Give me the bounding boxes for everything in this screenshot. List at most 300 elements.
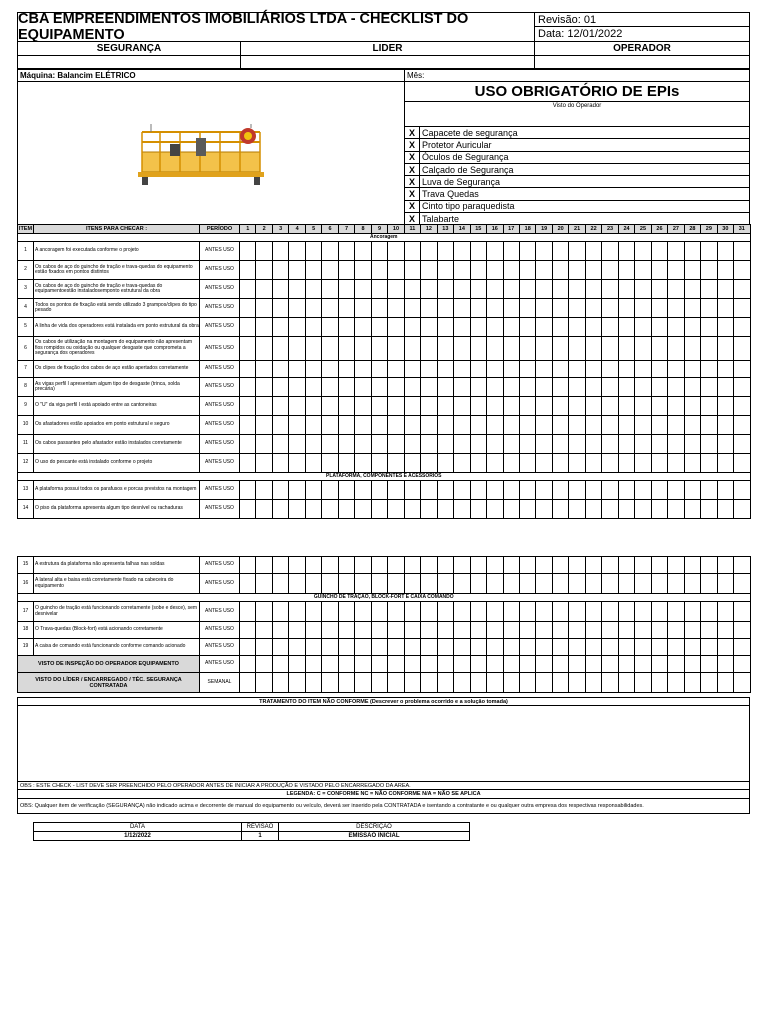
day-check-cell[interactable] [404,416,420,435]
day-check-cell[interactable] [272,361,288,378]
day-check-cell[interactable] [487,574,503,594]
day-check-cell[interactable] [256,500,272,519]
day-check-cell[interactable] [618,299,634,318]
day-check-cell[interactable] [585,435,601,454]
day-check-cell[interactable] [618,261,634,280]
visto-check-cell[interactable] [256,673,272,693]
day-check-cell[interactable] [454,242,470,261]
day-check-cell[interactable] [651,397,667,416]
day-check-cell[interactable] [371,299,387,318]
day-check-cell[interactable] [454,602,470,622]
day-check-cell[interactable] [256,318,272,337]
day-check-cell[interactable] [338,435,354,454]
day-check-cell[interactable] [569,454,585,473]
day-check-cell[interactable] [272,318,288,337]
day-check-cell[interactable] [734,622,750,639]
day-check-cell[interactable] [338,261,354,280]
day-check-cell[interactable] [289,261,305,280]
day-check-cell[interactable] [256,299,272,318]
day-check-cell[interactable] [240,361,256,378]
day-check-cell[interactable] [470,378,486,397]
tratamento-field[interactable] [17,705,750,782]
day-check-cell[interactable] [289,318,305,337]
day-check-cell[interactable] [552,557,568,574]
day-check-cell[interactable] [717,435,733,454]
day-check-cell[interactable] [388,454,404,473]
day-check-cell[interactable] [404,280,420,299]
day-check-cell[interactable] [651,622,667,639]
day-check-cell[interactable] [388,261,404,280]
day-check-cell[interactable] [585,416,601,435]
day-check-cell[interactable] [289,500,305,519]
visto-check-cell[interactable] [272,673,288,693]
day-check-cell[interactable] [569,242,585,261]
day-check-cell[interactable] [701,361,717,378]
day-check-cell[interactable] [322,337,338,361]
day-check-cell[interactable] [552,500,568,519]
day-check-cell[interactable] [404,397,420,416]
day-check-cell[interactable] [668,318,684,337]
day-check-cell[interactable] [470,397,486,416]
day-check-cell[interactable] [388,397,404,416]
day-check-cell[interactable] [355,574,371,594]
visto-check-cell[interactable] [668,673,684,693]
day-check-cell[interactable] [651,280,667,299]
day-check-cell[interactable] [421,299,437,318]
day-check-cell[interactable] [717,280,733,299]
day-check-cell[interactable] [289,557,305,574]
day-check-cell[interactable] [355,337,371,361]
day-check-cell[interactable] [602,378,618,397]
visto-check-cell[interactable] [355,673,371,693]
visto-check-cell[interactable] [272,656,288,673]
day-check-cell[interactable] [651,500,667,519]
day-check-cell[interactable] [470,557,486,574]
day-check-cell[interactable] [536,261,552,280]
day-check-cell[interactable] [618,435,634,454]
visto-check-cell[interactable] [684,656,700,673]
day-check-cell[interactable] [470,454,486,473]
day-check-cell[interactable] [322,299,338,318]
day-check-cell[interactable] [536,500,552,519]
day-check-cell[interactable] [651,361,667,378]
day-check-cell[interactable] [602,280,618,299]
day-check-cell[interactable] [322,242,338,261]
day-check-cell[interactable] [305,435,321,454]
day-check-cell[interactable] [635,337,651,361]
visto-check-cell[interactable] [536,656,552,673]
day-check-cell[interactable] [668,454,684,473]
day-check-cell[interactable] [734,602,750,622]
day-check-cell[interactable] [437,622,453,639]
day-check-cell[interactable] [240,397,256,416]
day-check-cell[interactable] [536,622,552,639]
day-check-cell[interactable] [338,639,354,656]
day-check-cell[interactable] [322,622,338,639]
day-check-cell[interactable] [519,318,535,337]
day-check-cell[interactable] [371,435,387,454]
day-check-cell[interactable] [355,454,371,473]
day-check-cell[interactable] [635,280,651,299]
day-check-cell[interactable] [536,378,552,397]
day-check-cell[interactable] [322,602,338,622]
day-check-cell[interactable] [701,574,717,594]
day-check-cell[interactable] [552,416,568,435]
day-check-cell[interactable] [717,481,733,500]
day-check-cell[interactable] [272,337,288,361]
day-check-cell[interactable] [421,361,437,378]
day-check-cell[interactable] [585,500,601,519]
day-check-cell[interactable] [272,622,288,639]
day-check-cell[interactable] [371,639,387,656]
day-check-cell[interactable] [289,242,305,261]
day-check-cell[interactable] [437,500,453,519]
day-check-cell[interactable] [305,574,321,594]
day-check-cell[interactable] [470,280,486,299]
day-check-cell[interactable] [536,435,552,454]
day-check-cell[interactable] [421,261,437,280]
day-check-cell[interactable] [701,280,717,299]
day-check-cell[interactable] [552,435,568,454]
day-check-cell[interactable] [552,602,568,622]
day-check-cell[interactable] [519,280,535,299]
day-check-cell[interactable] [602,242,618,261]
day-check-cell[interactable] [585,378,601,397]
day-check-cell[interactable] [503,500,519,519]
day-check-cell[interactable] [355,622,371,639]
day-check-cell[interactable] [470,435,486,454]
day-check-cell[interactable] [454,261,470,280]
day-check-cell[interactable] [487,318,503,337]
day-check-cell[interactable] [355,280,371,299]
day-check-cell[interactable] [618,622,634,639]
day-check-cell[interactable] [585,299,601,318]
day-check-cell[interactable] [256,602,272,622]
day-check-cell[interactable] [289,299,305,318]
day-check-cell[interactable] [305,337,321,361]
day-check-cell[interactable] [240,435,256,454]
day-check-cell[interactable] [734,337,750,361]
day-check-cell[interactable] [240,622,256,639]
day-check-cell[interactable] [651,574,667,594]
day-check-cell[interactable] [256,622,272,639]
day-check-cell[interactable] [569,557,585,574]
day-check-cell[interactable] [322,318,338,337]
day-check-cell[interactable] [388,280,404,299]
day-check-cell[interactable] [388,574,404,594]
day-check-cell[interactable] [569,639,585,656]
day-check-cell[interactable] [552,481,568,500]
day-check-cell[interactable] [487,361,503,378]
day-check-cell[interactable] [734,574,750,594]
day-check-cell[interactable] [437,602,453,622]
day-check-cell[interactable] [256,397,272,416]
day-check-cell[interactable] [618,242,634,261]
day-check-cell[interactable] [404,435,420,454]
visto-check-cell[interactable] [684,673,700,693]
visto-check-cell[interactable] [651,673,667,693]
day-check-cell[interactable] [454,416,470,435]
day-check-cell[interactable] [519,574,535,594]
day-check-cell[interactable] [585,337,601,361]
day-check-cell[interactable] [569,361,585,378]
day-check-cell[interactable] [717,602,733,622]
day-check-cell[interactable] [371,261,387,280]
day-check-cell[interactable] [454,378,470,397]
day-check-cell[interactable] [272,639,288,656]
day-check-cell[interactable] [454,337,470,361]
day-check-cell[interactable] [569,622,585,639]
day-check-cell[interactable] [717,299,733,318]
day-check-cell[interactable] [404,481,420,500]
day-check-cell[interactable] [635,435,651,454]
day-check-cell[interactable] [552,361,568,378]
visto-operador-cell[interactable] [404,101,750,127]
day-check-cell[interactable] [585,361,601,378]
day-check-cell[interactable] [240,299,256,318]
day-check-cell[interactable] [322,481,338,500]
day-check-cell[interactable] [519,242,535,261]
day-check-cell[interactable] [454,397,470,416]
day-check-cell[interactable] [519,500,535,519]
day-check-cell[interactable] [552,454,568,473]
day-check-cell[interactable] [635,318,651,337]
day-check-cell[interactable] [404,361,420,378]
day-check-cell[interactable] [437,242,453,261]
day-check-cell[interactable] [240,481,256,500]
day-check-cell[interactable] [503,378,519,397]
day-check-cell[interactable] [618,378,634,397]
day-check-cell[interactable] [701,378,717,397]
day-check-cell[interactable] [388,500,404,519]
day-check-cell[interactable] [388,318,404,337]
day-check-cell[interactable] [371,557,387,574]
day-check-cell[interactable] [272,435,288,454]
day-check-cell[interactable] [404,639,420,656]
day-check-cell[interactable] [487,397,503,416]
day-check-cell[interactable] [487,481,503,500]
day-check-cell[interactable] [305,261,321,280]
day-check-cell[interactable] [404,337,420,361]
day-check-cell[interactable] [519,261,535,280]
day-check-cell[interactable] [717,318,733,337]
day-check-cell[interactable] [454,318,470,337]
day-check-cell[interactable] [701,318,717,337]
day-check-cell[interactable] [338,397,354,416]
day-check-cell[interactable] [701,435,717,454]
day-check-cell[interactable] [552,280,568,299]
day-check-cell[interactable] [536,557,552,574]
day-check-cell[interactable] [668,500,684,519]
day-check-cell[interactable] [272,500,288,519]
day-check-cell[interactable] [272,242,288,261]
day-check-cell[interactable] [569,574,585,594]
day-check-cell[interactable] [536,361,552,378]
day-check-cell[interactable] [404,557,420,574]
day-check-cell[interactable] [569,397,585,416]
day-check-cell[interactable] [437,574,453,594]
day-check-cell[interactable] [470,574,486,594]
day-check-cell[interactable] [421,318,437,337]
day-check-cell[interactable] [635,602,651,622]
day-check-cell[interactable] [717,557,733,574]
day-check-cell[interactable] [338,280,354,299]
day-check-cell[interactable] [684,397,700,416]
day-check-cell[interactable] [519,337,535,361]
day-check-cell[interactable] [618,481,634,500]
day-check-cell[interactable] [668,481,684,500]
day-check-cell[interactable] [734,639,750,656]
day-check-cell[interactable] [454,574,470,594]
day-check-cell[interactable] [618,416,634,435]
visto-check-cell[interactable] [338,673,354,693]
visto-check-cell[interactable] [470,656,486,673]
day-check-cell[interactable] [668,378,684,397]
day-check-cell[interactable] [734,378,750,397]
day-check-cell[interactable] [355,299,371,318]
day-check-cell[interactable] [454,280,470,299]
day-check-cell[interactable] [272,454,288,473]
day-check-cell[interactable] [289,481,305,500]
day-check-cell[interactable] [519,299,535,318]
day-check-cell[interactable] [470,622,486,639]
day-check-cell[interactable] [734,435,750,454]
day-check-cell[interactable] [437,318,453,337]
day-check-cell[interactable] [437,639,453,656]
visto-check-cell[interactable] [618,673,634,693]
day-check-cell[interactable] [437,397,453,416]
day-check-cell[interactable] [717,378,733,397]
day-check-cell[interactable] [503,435,519,454]
day-check-cell[interactable] [421,397,437,416]
day-check-cell[interactable] [635,454,651,473]
visto-check-cell[interactable] [470,673,486,693]
day-check-cell[interactable] [701,622,717,639]
day-check-cell[interactable] [734,361,750,378]
day-check-cell[interactable] [421,435,437,454]
day-check-cell[interactable] [602,574,618,594]
day-check-cell[interactable] [305,242,321,261]
day-check-cell[interactable] [717,261,733,280]
day-check-cell[interactable] [684,318,700,337]
day-check-cell[interactable] [338,481,354,500]
day-check-cell[interactable] [668,242,684,261]
day-check-cell[interactable] [585,280,601,299]
day-check-cell[interactable] [602,454,618,473]
sign-seguranca-field[interactable] [17,55,241,69]
day-check-cell[interactable] [388,416,404,435]
day-check-cell[interactable] [717,622,733,639]
visto-check-cell[interactable] [585,673,601,693]
day-check-cell[interactable] [734,261,750,280]
day-check-cell[interactable] [240,416,256,435]
day-check-cell[interactable] [503,574,519,594]
day-check-cell[interactable] [404,454,420,473]
day-check-cell[interactable] [404,574,420,594]
day-check-cell[interactable] [388,361,404,378]
day-check-cell[interactable] [618,397,634,416]
day-check-cell[interactable] [487,378,503,397]
day-check-cell[interactable] [388,602,404,622]
epi-check-mark[interactable]: X [405,151,420,163]
day-check-cell[interactable] [602,299,618,318]
visto-check-cell[interactable] [322,673,338,693]
day-check-cell[interactable] [668,261,684,280]
visto-check-cell[interactable] [552,673,568,693]
day-check-cell[interactable] [256,574,272,594]
day-check-cell[interactable] [536,337,552,361]
day-check-cell[interactable] [635,299,651,318]
day-check-cell[interactable] [355,397,371,416]
day-check-cell[interactable] [487,435,503,454]
day-check-cell[interactable] [503,242,519,261]
day-check-cell[interactable] [470,602,486,622]
day-check-cell[interactable] [338,557,354,574]
day-check-cell[interactable] [585,639,601,656]
day-check-cell[interactable] [651,602,667,622]
day-check-cell[interactable] [355,557,371,574]
day-check-cell[interactable] [552,261,568,280]
day-check-cell[interactable] [305,378,321,397]
visto-check-cell[interactable] [404,673,420,693]
day-check-cell[interactable] [322,261,338,280]
visto-check-cell[interactable] [734,673,750,693]
day-check-cell[interactable] [701,416,717,435]
day-check-cell[interactable] [437,557,453,574]
day-check-cell[interactable] [585,261,601,280]
day-check-cell[interactable] [536,299,552,318]
day-check-cell[interactable] [487,280,503,299]
day-check-cell[interactable] [355,378,371,397]
day-check-cell[interactable] [305,481,321,500]
visto-check-cell[interactable] [701,673,717,693]
day-check-cell[interactable] [684,602,700,622]
day-check-cell[interactable] [437,299,453,318]
day-check-cell[interactable] [651,261,667,280]
day-check-cell[interactable] [355,435,371,454]
visto-check-cell[interactable] [635,656,651,673]
day-check-cell[interactable] [437,361,453,378]
day-check-cell[interactable] [289,361,305,378]
day-check-cell[interactable] [503,280,519,299]
epi-check-mark[interactable]: X [405,163,420,175]
day-check-cell[interactable] [635,574,651,594]
day-check-cell[interactable] [371,280,387,299]
day-check-cell[interactable] [437,261,453,280]
day-check-cell[interactable] [421,557,437,574]
day-check-cell[interactable] [668,416,684,435]
day-check-cell[interactable] [602,261,618,280]
day-check-cell[interactable] [305,416,321,435]
day-check-cell[interactable] [256,337,272,361]
visto-check-cell[interactable] [289,656,305,673]
day-check-cell[interactable] [355,639,371,656]
day-check-cell[interactable] [536,318,552,337]
visto-check-cell[interactable] [602,656,618,673]
day-check-cell[interactable] [635,481,651,500]
day-check-cell[interactable] [371,454,387,473]
day-check-cell[interactable] [388,481,404,500]
day-check-cell[interactable] [618,602,634,622]
day-check-cell[interactable] [668,602,684,622]
day-check-cell[interactable] [305,500,321,519]
visto-check-cell[interactable] [388,673,404,693]
day-check-cell[interactable] [734,280,750,299]
day-check-cell[interactable] [240,500,256,519]
day-check-cell[interactable] [618,639,634,656]
day-check-cell[interactable] [569,481,585,500]
day-check-cell[interactable] [536,397,552,416]
